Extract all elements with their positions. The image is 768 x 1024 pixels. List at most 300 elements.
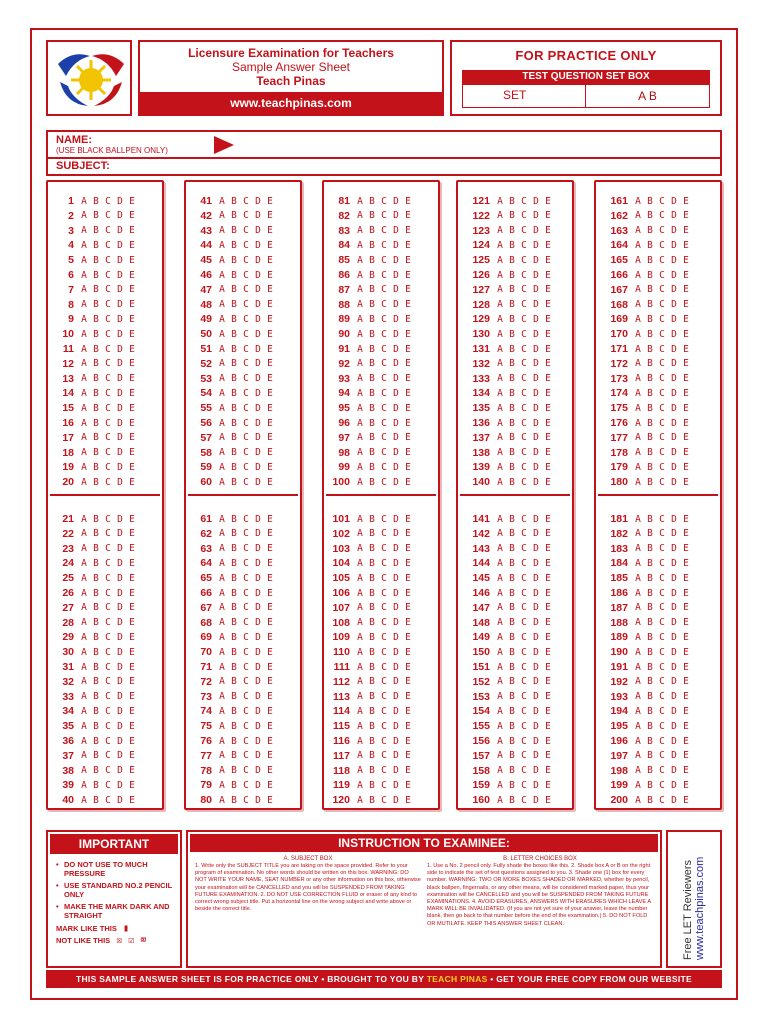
answer-bubble[interactable]: A bbox=[219, 239, 225, 251]
answer-bubble[interactable]: A bbox=[357, 735, 363, 747]
answer-bubble[interactable]: C bbox=[243, 239, 249, 251]
answer-bubble[interactable]: E bbox=[683, 646, 689, 658]
answer-bubble[interactable]: E bbox=[267, 299, 273, 311]
answer-bubble[interactable]: B bbox=[369, 299, 375, 311]
answer-bubble[interactable]: A bbox=[357, 432, 363, 444]
answer-bubble[interactable]: C bbox=[659, 373, 665, 385]
answer-bubble[interactable]: C bbox=[659, 543, 665, 555]
answer-bubble[interactable]: B bbox=[647, 513, 653, 525]
answer-bubble[interactable]: A bbox=[219, 750, 225, 762]
answer-bubble[interactable]: A bbox=[81, 239, 87, 251]
answer-bubble[interactable]: D bbox=[393, 313, 399, 325]
answer-bubble[interactable]: B bbox=[647, 646, 653, 658]
answer-bubble[interactable]: B bbox=[93, 195, 99, 207]
answer-bubble[interactable]: E bbox=[129, 794, 135, 806]
answer-bubble[interactable]: A bbox=[635, 528, 641, 540]
answer-bubble[interactable]: E bbox=[683, 417, 689, 429]
answer-bubble[interactable]: C bbox=[521, 720, 527, 732]
answer-bubble[interactable]: D bbox=[533, 735, 539, 747]
answer-bubble[interactable]: D bbox=[533, 572, 539, 584]
answer-bubble[interactable]: D bbox=[533, 631, 539, 643]
answer-bubble[interactable]: B bbox=[231, 779, 237, 791]
answer-bubble[interactable]: D bbox=[671, 705, 677, 717]
answer-bubble[interactable]: A bbox=[357, 779, 363, 791]
answer-bubble[interactable]: B bbox=[231, 373, 237, 385]
answer-bubble[interactable]: C bbox=[659, 387, 665, 399]
answer-bubble[interactable]: A bbox=[635, 432, 641, 444]
answer-bubble[interactable]: B bbox=[509, 195, 515, 207]
answer-bubble[interactable]: D bbox=[393, 269, 399, 281]
answer-bubble[interactable]: B bbox=[369, 387, 375, 399]
answer-bubble[interactable]: D bbox=[255, 402, 261, 414]
answer-bubble[interactable]: B bbox=[647, 195, 653, 207]
answer-bubble[interactable]: A bbox=[497, 513, 503, 525]
answer-bubble[interactable]: A bbox=[81, 528, 87, 540]
answer-bubble[interactable]: C bbox=[659, 572, 665, 584]
answer-bubble[interactable]: B bbox=[93, 476, 99, 488]
answer-bubble[interactable]: B bbox=[647, 691, 653, 703]
answer-bubble[interactable]: C bbox=[243, 417, 249, 429]
answer-bubble[interactable]: B bbox=[647, 387, 653, 399]
answer-bubble[interactable]: A bbox=[497, 587, 503, 599]
answer-bubble[interactable]: B bbox=[93, 239, 99, 251]
answer-bubble[interactable]: A bbox=[81, 343, 87, 355]
answer-bubble[interactable]: D bbox=[533, 461, 539, 473]
answer-bubble[interactable]: B bbox=[231, 299, 237, 311]
answer-bubble[interactable]: C bbox=[243, 572, 249, 584]
answer-bubble[interactable]: D bbox=[671, 343, 677, 355]
answer-bubble[interactable]: B bbox=[369, 254, 375, 266]
answer-bubble[interactable]: B bbox=[509, 779, 515, 791]
answer-bubble[interactable]: C bbox=[521, 373, 527, 385]
answer-bubble[interactable]: C bbox=[105, 402, 111, 414]
answer-bubble[interactable]: B bbox=[231, 617, 237, 629]
answer-bubble[interactable]: D bbox=[533, 239, 539, 251]
answer-bubble[interactable]: C bbox=[521, 513, 527, 525]
answer-bubble[interactable]: B bbox=[647, 572, 653, 584]
answer-bubble[interactable]: C bbox=[105, 210, 111, 222]
answer-bubble[interactable]: B bbox=[231, 239, 237, 251]
answer-bubble[interactable]: D bbox=[255, 269, 261, 281]
answer-bubble[interactable]: C bbox=[521, 691, 527, 703]
answer-bubble[interactable]: E bbox=[405, 299, 411, 311]
answer-bubble[interactable]: E bbox=[267, 387, 273, 399]
answer-bubble[interactable]: E bbox=[683, 299, 689, 311]
answer-bubble[interactable]: D bbox=[393, 254, 399, 266]
answer-bubble[interactable]: D bbox=[117, 750, 123, 762]
answer-bubble[interactable]: D bbox=[671, 417, 677, 429]
answer-bubble[interactable]: B bbox=[647, 765, 653, 777]
answer-bubble[interactable]: A bbox=[357, 328, 363, 340]
answer-bubble[interactable]: C bbox=[105, 417, 111, 429]
answer-bubble[interactable]: E bbox=[683, 387, 689, 399]
answer-bubble[interactable]: E bbox=[267, 343, 273, 355]
answer-bubble[interactable]: D bbox=[671, 735, 677, 747]
answer-bubble[interactable]: D bbox=[671, 631, 677, 643]
answer-bubble[interactable]: B bbox=[369, 543, 375, 555]
answer-bubble[interactable]: C bbox=[659, 676, 665, 688]
answer-bubble[interactable]: A bbox=[497, 225, 503, 237]
answer-bubble[interactable]: D bbox=[117, 587, 123, 599]
answer-bubble[interactable]: D bbox=[393, 417, 399, 429]
answer-bubble[interactable]: C bbox=[381, 417, 387, 429]
answer-bubble[interactable]: C bbox=[381, 447, 387, 459]
answer-bubble[interactable]: E bbox=[129, 691, 135, 703]
answer-bubble[interactable]: D bbox=[117, 387, 123, 399]
answer-bubble[interactable]: E bbox=[683, 343, 689, 355]
answer-bubble[interactable]: A bbox=[497, 617, 503, 629]
answer-bubble[interactable]: A bbox=[357, 528, 363, 540]
answer-bubble[interactable]: C bbox=[243, 543, 249, 555]
answer-bubble[interactable]: C bbox=[521, 750, 527, 762]
answer-bubble[interactable]: D bbox=[671, 794, 677, 806]
answer-bubble[interactable]: E bbox=[405, 447, 411, 459]
answer-bubble[interactable]: D bbox=[117, 476, 123, 488]
answer-bubble[interactable]: A bbox=[635, 373, 641, 385]
answer-bubble[interactable]: B bbox=[231, 794, 237, 806]
answer-bubble[interactable]: B bbox=[231, 705, 237, 717]
answer-bubble[interactable]: C bbox=[521, 631, 527, 643]
answer-bubble[interactable]: B bbox=[369, 765, 375, 777]
answer-bubble[interactable]: E bbox=[683, 528, 689, 540]
answer-bubble[interactable]: A bbox=[219, 373, 225, 385]
footer-brand[interactable]: TEACH PINAS bbox=[426, 974, 488, 984]
answer-bubble[interactable]: B bbox=[369, 691, 375, 703]
answer-bubble[interactable]: E bbox=[545, 225, 551, 237]
answer-bubble[interactable]: A bbox=[357, 269, 363, 281]
answer-bubble[interactable]: C bbox=[105, 195, 111, 207]
answer-bubble[interactable]: D bbox=[117, 735, 123, 747]
answer-bubble[interactable]: B bbox=[369, 720, 375, 732]
answer-bubble[interactable]: A bbox=[635, 343, 641, 355]
answer-bubble[interactable]: A bbox=[357, 794, 363, 806]
answer-bubble[interactable]: E bbox=[683, 358, 689, 370]
answer-bubble[interactable]: C bbox=[243, 557, 249, 569]
answer-bubble[interactable]: A bbox=[81, 720, 87, 732]
answer-bubble[interactable]: B bbox=[231, 195, 237, 207]
answer-bubble[interactable]: C bbox=[105, 691, 111, 703]
answer-bubble[interactable]: B bbox=[231, 528, 237, 540]
answer-bubble[interactable]: E bbox=[545, 750, 551, 762]
answer-bubble[interactable]: D bbox=[393, 750, 399, 762]
answer-bubble[interactable]: A bbox=[81, 750, 87, 762]
answer-bubble[interactable]: C bbox=[659, 779, 665, 791]
answer-bubble[interactable]: C bbox=[381, 705, 387, 717]
answer-bubble[interactable]: C bbox=[381, 661, 387, 673]
answer-bubble[interactable]: D bbox=[117, 646, 123, 658]
answer-bubble[interactable]: D bbox=[393, 572, 399, 584]
answer-bubble[interactable]: C bbox=[381, 476, 387, 488]
answer-bubble[interactable]: A bbox=[635, 750, 641, 762]
answer-bubble[interactable]: A bbox=[219, 587, 225, 599]
answer-bubble[interactable]: E bbox=[683, 705, 689, 717]
answer-bubble[interactable]: A bbox=[357, 313, 363, 325]
answer-bubble[interactable]: A bbox=[497, 661, 503, 673]
answer-bubble[interactable]: B bbox=[93, 254, 99, 266]
answer-bubble[interactable]: A bbox=[497, 794, 503, 806]
answer-bubble[interactable]: C bbox=[521, 195, 527, 207]
answer-bubble[interactable]: A bbox=[81, 735, 87, 747]
answer-bubble[interactable]: B bbox=[369, 587, 375, 599]
answer-bubble[interactable]: A bbox=[357, 557, 363, 569]
answer-bubble[interactable]: D bbox=[117, 225, 123, 237]
answer-bubble[interactable]: D bbox=[393, 765, 399, 777]
answer-bubble[interactable]: C bbox=[521, 528, 527, 540]
answer-bubble[interactable]: A bbox=[635, 476, 641, 488]
answer-bubble[interactable]: C bbox=[105, 735, 111, 747]
answer-bubble[interactable]: E bbox=[129, 587, 135, 599]
answer-bubble[interactable]: E bbox=[683, 284, 689, 296]
answer-bubble[interactable]: B bbox=[93, 402, 99, 414]
answer-bubble[interactable]: B bbox=[231, 646, 237, 658]
answer-bubble[interactable]: D bbox=[117, 765, 123, 777]
answer-bubble[interactable]: D bbox=[393, 447, 399, 459]
answer-bubble[interactable]: D bbox=[533, 587, 539, 599]
answer-bubble[interactable]: D bbox=[255, 587, 261, 599]
answer-bubble[interactable]: A bbox=[635, 387, 641, 399]
answer-bubble[interactable]: D bbox=[255, 328, 261, 340]
answer-bubble[interactable]: D bbox=[255, 513, 261, 525]
answer-bubble[interactable]: A bbox=[497, 735, 503, 747]
answer-bubble[interactable]: B bbox=[509, 417, 515, 429]
answer-bubble[interactable]: E bbox=[129, 617, 135, 629]
answer-bubble[interactable]: E bbox=[545, 461, 551, 473]
answer-bubble[interactable]: E bbox=[683, 513, 689, 525]
answer-bubble[interactable]: B bbox=[369, 461, 375, 473]
answer-bubble[interactable]: E bbox=[545, 513, 551, 525]
answer-bubble[interactable]: E bbox=[267, 646, 273, 658]
answer-bubble[interactable]: D bbox=[533, 676, 539, 688]
answer-bubble[interactable]: A bbox=[81, 461, 87, 473]
answer-bubble[interactable]: A bbox=[81, 313, 87, 325]
answer-bubble[interactable]: A bbox=[497, 417, 503, 429]
answer-bubble[interactable]: C bbox=[105, 602, 111, 614]
answer-bubble[interactable]: E bbox=[129, 269, 135, 281]
answer-bubble[interactable]: D bbox=[117, 543, 123, 555]
answer-bubble[interactable]: C bbox=[243, 358, 249, 370]
answer-bubble[interactable]: D bbox=[533, 705, 539, 717]
answer-bubble[interactable]: C bbox=[521, 313, 527, 325]
answer-bubble[interactable]: E bbox=[545, 617, 551, 629]
answer-bubble[interactable]: B bbox=[369, 676, 375, 688]
answer-bubble[interactable]: C bbox=[243, 602, 249, 614]
answer-bubble[interactable]: D bbox=[393, 557, 399, 569]
answer-bubble[interactable]: A bbox=[81, 779, 87, 791]
answer-bubble[interactable]: B bbox=[509, 528, 515, 540]
answer-bubble[interactable]: B bbox=[509, 476, 515, 488]
answer-bubble[interactable]: A bbox=[357, 572, 363, 584]
answer-bubble[interactable]: A bbox=[497, 572, 503, 584]
answer-bubble[interactable]: E bbox=[683, 402, 689, 414]
answer-bubble[interactable]: C bbox=[105, 631, 111, 643]
answer-bubble[interactable]: B bbox=[509, 299, 515, 311]
answer-bubble[interactable]: A bbox=[219, 447, 225, 459]
answer-bubble[interactable]: B bbox=[93, 387, 99, 399]
answer-bubble[interactable]: E bbox=[129, 765, 135, 777]
answer-bubble[interactable]: B bbox=[93, 328, 99, 340]
answer-bubble[interactable]: B bbox=[369, 602, 375, 614]
answer-bubble[interactable]: E bbox=[129, 676, 135, 688]
answer-bubble[interactable]: E bbox=[267, 447, 273, 459]
answer-bubble[interactable]: C bbox=[381, 254, 387, 266]
answer-bubble[interactable]: A bbox=[219, 646, 225, 658]
answer-bubble[interactable]: B bbox=[509, 646, 515, 658]
answer-bubble[interactable]: C bbox=[659, 705, 665, 717]
answer-bubble[interactable]: A bbox=[81, 543, 87, 555]
answer-bubble[interactable]: B bbox=[647, 254, 653, 266]
answer-bubble[interactable]: B bbox=[509, 210, 515, 222]
answer-bubble[interactable]: B bbox=[369, 646, 375, 658]
answer-bubble[interactable]: B bbox=[93, 691, 99, 703]
answer-bubble[interactable]: C bbox=[243, 750, 249, 762]
answer-bubble[interactable]: B bbox=[509, 631, 515, 643]
answer-bubble[interactable]: A bbox=[497, 195, 503, 207]
answer-bubble[interactable]: A bbox=[635, 269, 641, 281]
answer-bubble[interactable]: A bbox=[635, 195, 641, 207]
answer-bubble[interactable]: E bbox=[129, 417, 135, 429]
answer-bubble[interactable]: A bbox=[219, 402, 225, 414]
answer-bubble[interactable]: E bbox=[267, 284, 273, 296]
answer-bubble[interactable]: E bbox=[405, 461, 411, 473]
answer-bubble[interactable]: D bbox=[671, 720, 677, 732]
answer-bubble[interactable]: D bbox=[671, 513, 677, 525]
answer-bubble[interactable]: B bbox=[509, 387, 515, 399]
answer-bubble[interactable]: A bbox=[497, 284, 503, 296]
answer-bubble[interactable]: D bbox=[671, 602, 677, 614]
answer-bubble[interactable]: A bbox=[81, 765, 87, 777]
answer-bubble[interactable]: A bbox=[635, 402, 641, 414]
answer-bubble[interactable]: B bbox=[231, 447, 237, 459]
answer-bubble[interactable]: E bbox=[405, 602, 411, 614]
answer-bubble[interactable]: B bbox=[231, 631, 237, 643]
answer-bubble[interactable]: B bbox=[369, 779, 375, 791]
answer-bubble[interactable]: C bbox=[381, 676, 387, 688]
answer-bubble[interactable]: B bbox=[93, 313, 99, 325]
answer-bubble[interactable]: A bbox=[357, 476, 363, 488]
answer-bubble[interactable]: E bbox=[683, 631, 689, 643]
answer-bubble[interactable]: C bbox=[243, 447, 249, 459]
answer-bubble[interactable]: A bbox=[635, 543, 641, 555]
answer-bubble[interactable]: C bbox=[381, 513, 387, 525]
answer-bubble[interactable]: E bbox=[545, 765, 551, 777]
answer-bubble[interactable]: E bbox=[545, 269, 551, 281]
answer-bubble[interactable]: A bbox=[497, 461, 503, 473]
answer-bubble[interactable]: D bbox=[671, 617, 677, 629]
answer-bubble[interactable]: A bbox=[81, 328, 87, 340]
answer-bubble[interactable]: C bbox=[243, 691, 249, 703]
answer-bubble[interactable]: A bbox=[635, 631, 641, 643]
answer-bubble[interactable]: A bbox=[497, 602, 503, 614]
answer-bubble[interactable]: C bbox=[381, 358, 387, 370]
answer-bubble[interactable]: C bbox=[659, 461, 665, 473]
answer-bubble[interactable]: A bbox=[635, 557, 641, 569]
answer-bubble[interactable]: B bbox=[509, 447, 515, 459]
answer-bubble[interactable]: C bbox=[243, 210, 249, 222]
answer-bubble[interactable]: C bbox=[381, 373, 387, 385]
answer-bubble[interactable]: A bbox=[357, 661, 363, 673]
answer-bubble[interactable]: A bbox=[81, 661, 87, 673]
answer-bubble[interactable]: D bbox=[533, 476, 539, 488]
answer-bubble[interactable]: A bbox=[219, 631, 225, 643]
answer-bubble[interactable]: E bbox=[405, 705, 411, 717]
answer-bubble[interactable]: A bbox=[497, 528, 503, 540]
answer-bubble[interactable]: C bbox=[381, 720, 387, 732]
answer-bubble[interactable]: B bbox=[647, 299, 653, 311]
answer-bubble[interactable]: B bbox=[647, 543, 653, 555]
answer-bubble[interactable]: D bbox=[393, 602, 399, 614]
answer-bubble[interactable]: B bbox=[369, 794, 375, 806]
answer-bubble[interactable]: D bbox=[255, 646, 261, 658]
answer-bubble[interactable]: B bbox=[509, 720, 515, 732]
answer-bubble[interactable]: E bbox=[129, 239, 135, 251]
answer-bubble[interactable]: C bbox=[381, 587, 387, 599]
answer-bubble[interactable]: A bbox=[497, 705, 503, 717]
answer-bubble[interactable]: C bbox=[659, 661, 665, 673]
answer-bubble[interactable]: C bbox=[105, 676, 111, 688]
answer-bubble[interactable]: D bbox=[533, 617, 539, 629]
answer-bubble[interactable]: A bbox=[635, 691, 641, 703]
answer-bubble[interactable]: D bbox=[117, 617, 123, 629]
answer-bubble[interactable]: E bbox=[405, 387, 411, 399]
answer-bubble[interactable]: B bbox=[509, 461, 515, 473]
answer-bubble[interactable]: D bbox=[393, 528, 399, 540]
answer-bubble[interactable]: E bbox=[267, 513, 273, 525]
answer-bubble[interactable]: E bbox=[683, 720, 689, 732]
answer-bubble[interactable]: C bbox=[521, 358, 527, 370]
answer-bubble[interactable]: B bbox=[509, 750, 515, 762]
answer-bubble[interactable]: A bbox=[635, 646, 641, 658]
answer-bubble[interactable]: D bbox=[671, 646, 677, 658]
answer-bubble[interactable]: C bbox=[381, 269, 387, 281]
answer-bubble[interactable]: E bbox=[683, 254, 689, 266]
answer-bubble[interactable]: D bbox=[533, 602, 539, 614]
answer-bubble[interactable]: B bbox=[231, 402, 237, 414]
answer-bubble[interactable]: E bbox=[545, 735, 551, 747]
answer-bubble[interactable]: A bbox=[497, 254, 503, 266]
answer-bubble[interactable]: B bbox=[93, 513, 99, 525]
answer-bubble[interactable]: B bbox=[647, 587, 653, 599]
answer-bubble[interactable]: E bbox=[405, 373, 411, 385]
answer-bubble[interactable]: A bbox=[81, 557, 87, 569]
answer-bubble[interactable]: D bbox=[117, 239, 123, 251]
answer-bubble[interactable]: D bbox=[671, 373, 677, 385]
answer-bubble[interactable]: D bbox=[255, 705, 261, 717]
answer-bubble[interactable]: E bbox=[267, 239, 273, 251]
answer-bubble[interactable]: E bbox=[545, 794, 551, 806]
answer-bubble[interactable]: E bbox=[129, 631, 135, 643]
answer-bubble[interactable]: A bbox=[219, 299, 225, 311]
answer-bubble[interactable]: B bbox=[231, 676, 237, 688]
answer-bubble[interactable]: B bbox=[647, 661, 653, 673]
answer-bubble[interactable]: A bbox=[81, 432, 87, 444]
answer-bubble[interactable]: B bbox=[509, 691, 515, 703]
answer-bubble[interactable]: E bbox=[683, 557, 689, 569]
answer-bubble[interactable]: D bbox=[671, 210, 677, 222]
answer-bubble[interactable]: D bbox=[255, 343, 261, 355]
answer-bubble[interactable]: E bbox=[405, 254, 411, 266]
answer-bubble[interactable]: B bbox=[231, 387, 237, 399]
answer-bubble[interactable]: E bbox=[405, 402, 411, 414]
answer-bubble[interactable]: B bbox=[509, 373, 515, 385]
answer-bubble[interactable]: E bbox=[129, 284, 135, 296]
answer-bubble[interactable]: B bbox=[93, 447, 99, 459]
answer-bubble[interactable]: E bbox=[545, 661, 551, 673]
answer-bubble[interactable]: A bbox=[357, 373, 363, 385]
answer-bubble[interactable]: D bbox=[671, 402, 677, 414]
answer-bubble[interactable]: A bbox=[497, 557, 503, 569]
answer-bubble[interactable]: A bbox=[81, 254, 87, 266]
answer-bubble[interactable]: A bbox=[219, 543, 225, 555]
